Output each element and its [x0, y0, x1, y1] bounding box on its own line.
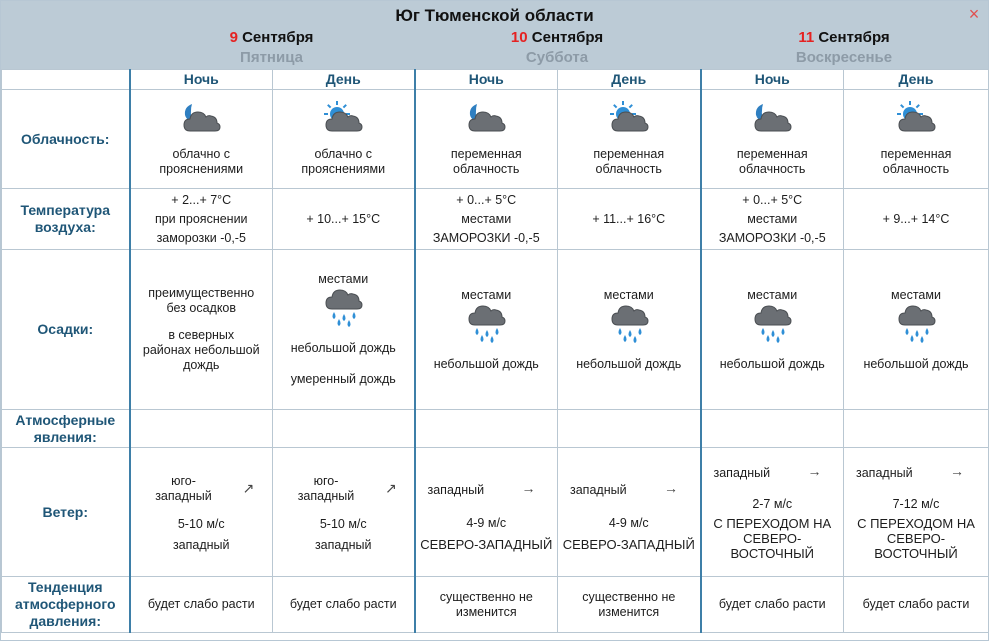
temperature-cell: [130, 189, 273, 250]
day-of-week: Пятница: [240, 49, 303, 66]
precipitation-cell: [844, 250, 989, 410]
precipitation-qualifier: местами: [747, 287, 798, 302]
day-date: [129, 29, 414, 46]
phenomena-cell: [273, 410, 415, 448]
wind-cell: [844, 448, 989, 577]
forecast-table: [1, 69, 989, 633]
row-label-phenomena: [2, 410, 130, 448]
day-header-3: [700, 29, 988, 66]
pressure-cell: будет слабо расти: [844, 577, 989, 633]
period-night: Ночь: [701, 70, 844, 90]
period-day: День: [558, 70, 701, 90]
cloud-cell: [844, 90, 989, 189]
precipitation-text: районах небольшой: [142, 343, 260, 357]
day-date: [700, 29, 988, 46]
sun-cloud-icon: [895, 101, 937, 137]
label-line: Атмосферные: [15, 411, 116, 428]
day-number: 9: [229, 29, 238, 46]
wind-direction: [291, 474, 361, 504]
forecast-header: [1, 1, 988, 69]
temperature-note: местами: [747, 211, 798, 226]
cloud-text: прояснениями: [159, 162, 244, 176]
precipitation-text: небольшой дождь: [576, 356, 682, 371]
temperature-cell: [844, 189, 989, 250]
cloud-cell: [130, 90, 273, 189]
label-line: давления:: [29, 613, 101, 629]
cloud-text: переменная: [880, 147, 952, 161]
precipitation-text: небольшой дождь: [719, 356, 825, 371]
precipitation-text: небольшой дождь: [433, 356, 539, 371]
precipitation-text: умеренный дождь: [290, 372, 396, 386]
day-month: Сентября: [242, 29, 314, 46]
wind-change: СЕВЕРО-: [743, 530, 802, 546]
temperature-value: + 9...+ 14°C: [882, 211, 950, 226]
temperature-row: [2, 189, 989, 250]
wind-speed: 4-9 м/с: [608, 515, 649, 530]
precipitation-qualifier: местами: [603, 287, 654, 302]
pressure-text: изменится: [455, 604, 517, 619]
wind-change: С ПЕРЕХОДОМ НА: [857, 515, 975, 531]
phenomena-cell: [415, 410, 558, 448]
precipitation-text: небольшой дождь: [863, 356, 969, 371]
wind-change: ВОСТОЧНЫЙ: [874, 545, 958, 561]
phenomena-cell: [558, 410, 701, 448]
wind-direction-line: юго-: [171, 473, 196, 488]
period-day: День: [273, 70, 415, 90]
precipitation-qualifier: местами: [891, 287, 941, 302]
precipitation-qualifier: местами: [318, 272, 369, 286]
precipitation-text: в северных: [168, 328, 235, 342]
wind-change: СЕВЕРО-: [886, 530, 946, 546]
wind-row: [2, 448, 989, 577]
wind-direction: западный: [713, 465, 771, 480]
pressure-text: существенно не: [439, 589, 533, 604]
cloud-cell: [558, 90, 701, 189]
rain-cloud-icon: [751, 303, 793, 343]
day-of-week: Суббота: [525, 49, 589, 66]
rain-cloud-icon: [608, 303, 650, 343]
cloud-text: облачно с: [172, 147, 231, 161]
precipitation-cell: [130, 250, 273, 410]
label-line: атмосферного: [14, 596, 116, 612]
row-label-wind: Ветер:: [2, 448, 130, 577]
day-number: 10: [510, 29, 528, 46]
phenomena-row: [2, 410, 989, 448]
wind-direction-line: западный: [155, 488, 212, 503]
wind-cell: [558, 448, 701, 577]
period-header-row: [2, 70, 989, 90]
cloud-text: прояснениями: [301, 162, 386, 176]
label-line: Тенденция: [27, 579, 103, 595]
wind-change: западный: [314, 537, 372, 552]
wind-speed: 7-12 м/с: [892, 496, 940, 511]
temperature-cell: [273, 189, 415, 250]
wind-arrow-icon: ↗: [242, 479, 255, 496]
pressure-row: [2, 577, 989, 633]
cloud-cell: [273, 90, 415, 189]
rain-cloud-icon: [895, 303, 937, 343]
wind-change: западный: [172, 537, 230, 552]
wind-change: С ПЕРЕХОДОМ НА: [713, 515, 832, 531]
pressure-text: изменится: [598, 604, 660, 619]
moon-cloud-icon: [751, 101, 793, 137]
wind-speed: 2-7 м/с: [752, 496, 793, 511]
precipitation-row: [2, 250, 989, 410]
cloud-text: переменная: [593, 147, 665, 161]
wind-direction: [149, 474, 219, 504]
wind-direction-line: западный: [297, 488, 355, 503]
pressure-cell: будет слабо расти: [701, 577, 844, 633]
wind-arrow-icon: →: [950, 462, 964, 479]
cloud-text: облачность: [595, 162, 662, 176]
wind-change: ВОСТОЧНЫЙ: [730, 545, 814, 561]
wind-arrow-icon: →: [521, 479, 536, 496]
close-icon[interactable]: ×: [968, 4, 980, 24]
pressure-text: существенно не: [582, 589, 676, 604]
wind-direction: западный: [856, 465, 913, 480]
cloud-cell: [415, 90, 558, 189]
precipitation-text: небольшой дождь: [290, 341, 396, 355]
phenomena-cell: [130, 410, 273, 448]
pressure-cell: будет слабо расти: [130, 577, 273, 633]
temperature-value: + 2...+ 7°C: [171, 192, 232, 207]
precipitation-text: без осадков: [166, 301, 237, 315]
day-date: [414, 29, 700, 46]
day-number: 11: [798, 29, 815, 46]
temperature-note: ЗАМОРОЗКИ -0,-5: [718, 230, 826, 245]
row-label-pressure: [2, 577, 130, 633]
cloud-text: переменная: [450, 147, 522, 161]
rain-cloud-icon: [322, 287, 364, 327]
temperature-value: + 0...+ 5°C: [742, 192, 803, 207]
temperature-value: + 0...+ 5°C: [456, 192, 517, 207]
day-month: Сентября: [818, 29, 890, 46]
cloud-row: [2, 90, 989, 189]
temperature-cell: [558, 189, 701, 250]
sun-cloud-icon: [322, 101, 364, 137]
temperature-value: + 10...+ 15°C: [306, 211, 381, 226]
precipitation-cell: [415, 250, 558, 410]
phenomena-cell: [844, 410, 989, 448]
period-night: Ночь: [415, 70, 558, 90]
cloud-text: облачность: [739, 162, 806, 176]
wind-arrow-icon: →: [807, 462, 822, 479]
label-line: Температура: [20, 202, 111, 218]
row-label-precipitation: Осадки:: [2, 250, 130, 410]
temperature-note: ЗАМОРОЗКИ -0,-5: [432, 230, 540, 245]
day-of-week: Воскресенье: [795, 49, 893, 66]
wind-cell: [701, 448, 844, 577]
temperature-note: заморозки -0,-5: [156, 230, 246, 245]
wind-direction: западный: [427, 482, 485, 497]
cloud-text: облачность: [453, 162, 520, 176]
moon-cloud-icon: [180, 101, 222, 137]
label-line: явления:: [33, 428, 97, 445]
day-header-1: [129, 29, 414, 66]
moon-cloud-icon: [465, 101, 507, 137]
period-night: Ночь: [130, 70, 273, 90]
precipitation-cell: [701, 250, 844, 410]
label-line: воздуха:: [34, 219, 96, 235]
precipitation-cell: [558, 250, 701, 410]
wind-direction-line: юго-: [313, 473, 339, 488]
cloud-cell: [701, 90, 844, 189]
precipitation-qualifier: местами: [461, 287, 512, 302]
cloud-text: облачно с: [314, 147, 373, 161]
temperature-cell: [701, 189, 844, 250]
wind-arrow-icon: →: [664, 479, 678, 496]
wind-cell: [130, 448, 273, 577]
wind-cell: [415, 448, 558, 577]
day-month: Сентября: [531, 29, 604, 46]
wind-speed: 5-10 м/с: [177, 516, 225, 531]
pressure-cell: будет слабо расти: [273, 577, 415, 633]
period-day: День: [844, 70, 989, 90]
temperature-cell: [415, 189, 558, 250]
wind-change: СЕВЕРО-ЗАПАДНЫЙ: [420, 536, 553, 552]
temperature-note: при прояснении: [154, 211, 248, 226]
phenomena-cell: [701, 410, 844, 448]
wind-speed: 5-10 м/с: [319, 516, 367, 531]
wind-direction: западный: [570, 482, 627, 497]
cloud-text: переменная: [736, 147, 808, 161]
temperature-value: + 11...+ 16°C: [592, 211, 666, 226]
region-title: Юг Тюменской области: [395, 6, 594, 25]
precipitation-text: преимущественно: [148, 286, 255, 300]
wind-arrow-icon: ↗: [385, 479, 397, 496]
cloud-text: облачность: [882, 162, 950, 176]
temperature-note: местами: [461, 211, 512, 226]
wind-change: СЕВЕРО-ЗАПАДНЫЙ: [562, 536, 695, 552]
pressure-cell: [415, 577, 558, 633]
pressure-cell: [558, 577, 701, 633]
sun-cloud-icon: [608, 101, 650, 137]
row-label-temperature: [2, 189, 130, 250]
row-label-cloud: Облачность:: [2, 90, 130, 189]
corner-cell: [2, 70, 130, 90]
precipitation-text: дождь: [183, 358, 220, 372]
wind-speed: 4-9 м/с: [466, 515, 507, 530]
precipitation-cell: [273, 250, 415, 410]
day-header-2: [414, 29, 700, 66]
wind-cell: [273, 448, 415, 577]
rain-cloud-icon: [465, 303, 507, 343]
